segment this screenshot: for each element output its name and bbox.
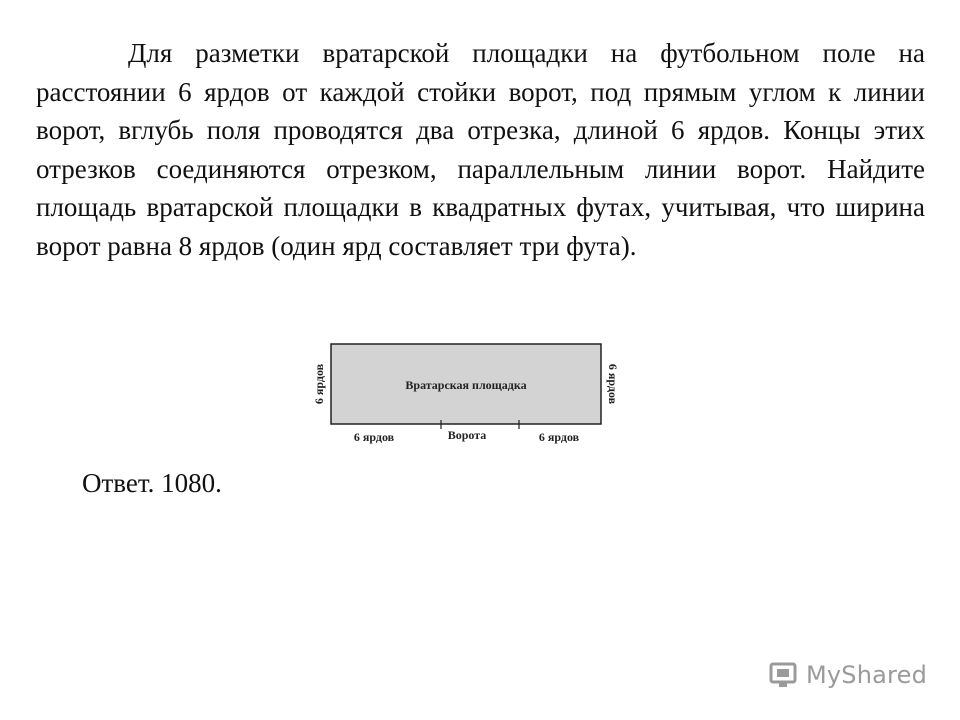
goal-area-diagram	[300, 340, 640, 450]
right-depth-label: 6 ярдов	[606, 363, 620, 405]
watermark	[768, 655, 928, 695]
watermark-text: MyShared	[806, 661, 928, 689]
answer: Ответ. 1080.	[82, 468, 222, 498]
goal-label: Ворота	[447, 428, 487, 442]
bottom-right-label: 6 ярдов	[538, 430, 580, 444]
mysh-logo-icon	[768, 660, 800, 690]
left-depth-label: 6 ярдов	[312, 363, 326, 405]
goal-area-label: Вратарская площадка	[405, 378, 527, 392]
problem-statement: Для разметки вратарской площадки на футбольном поле на расстоянии 6 ярдов от каждой стойки ворот, под прямым углом к линии ворот, вглубь поля проводятся два отрезка, длиной 6 ярдов. Концы этих отрезков соединяются отрезком, параллельным линии ворот. Найдите площадь вратарской площадки в квадратных футах, учитывая, что ширина ворот равна 8 ярдов (один ярд составляет три фута).	[36, 38, 925, 261]
bottom-left-label: 6 ярдов	[353, 430, 395, 444]
goal-area-svg	[300, 340, 640, 450]
